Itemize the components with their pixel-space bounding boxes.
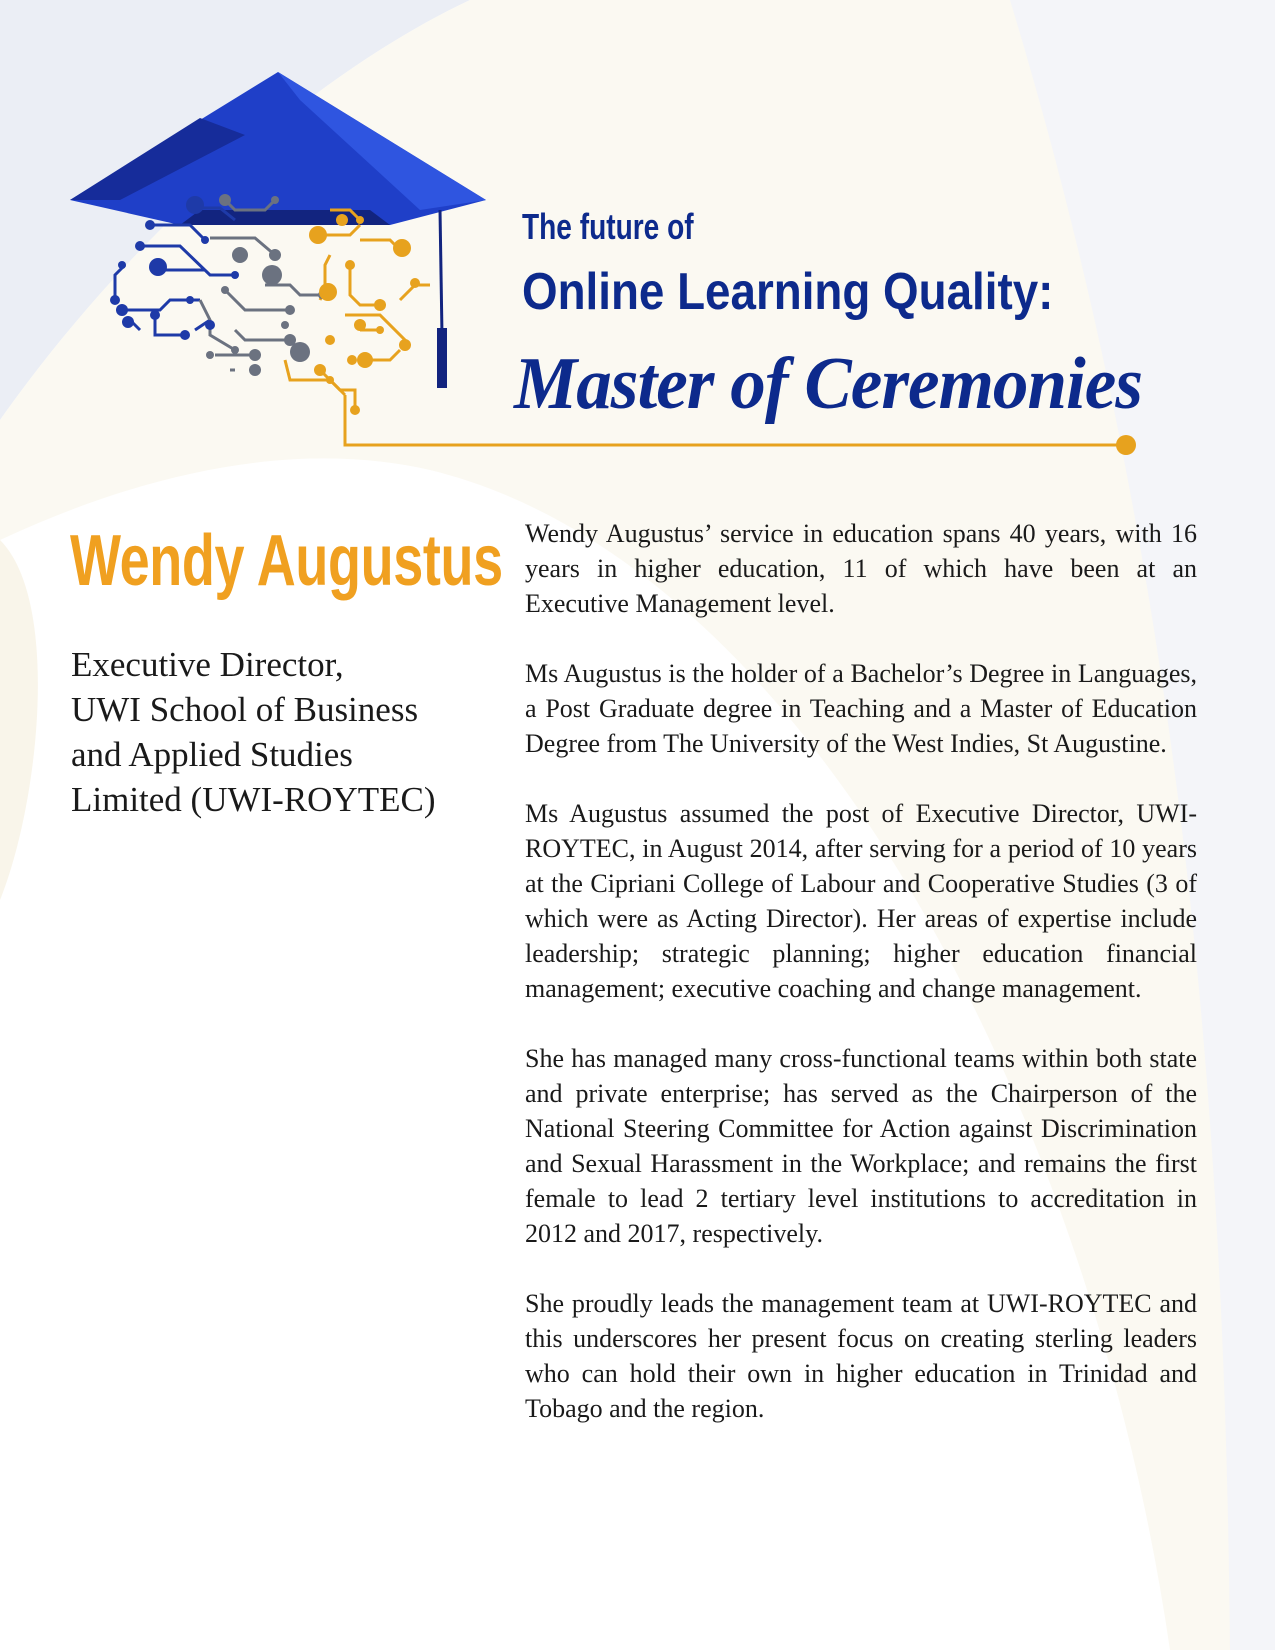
header-script-title: Master of Ceremonies xyxy=(514,343,1143,425)
biography xyxy=(525,516,1197,1461)
profile-name: Wendy Augustus xyxy=(70,521,503,601)
role-line: and Applied Studies xyxy=(71,735,353,774)
role-line: Limited (UWI-ROYTEC) xyxy=(71,780,436,819)
bio-paragraph: She has managed many cross-functional teams within both state and private enterprise; has served as the Chairperson of the National Steering Committee for Action against Discrimination and Sexual Harassment in the Workplace; and remains the first female to lead 2 tertiary level institutions to accreditation in 2012 and 2017, respectively. xyxy=(525,1044,1197,1248)
role-line: UWI School of Business xyxy=(71,690,419,729)
profile-role xyxy=(71,642,511,822)
header-subtitle: The future of xyxy=(522,206,694,247)
bio-paragraph: Ms Augustus assumed the post of Executive Director, UWI-ROYTEC, in August 2014, after serving for a period of 10 years at the Cipriani College of Labour and Cooperative Studies (3 of which were as Acting Director). Her areas of expertise include leadership; strategic planning; higher education financial management; executive coaching and change management. xyxy=(525,799,1197,1003)
bio-paragraph: She proudly leads the management team at UWI-ROYTEC and this underscores her present focus on creating sterling leaders who can hold their own in higher education in Trinidad and Tobago and the region. xyxy=(525,1289,1197,1423)
header-title: Online Learning Quality: xyxy=(522,263,1054,321)
bio-paragraph: Wendy Augustus’ service in education spans 40 years, with 16 years in higher education, 11 of which have been at an Executive Management level. xyxy=(525,519,1197,618)
role-line: Executive Director, xyxy=(71,645,344,684)
bio-paragraph: Ms Augustus is the holder of a Bachelor’s Degree in Languages, a Post Graduate degree in Teaching and a Master of Education Degree from The University of the West Indies, St Augustine. xyxy=(525,659,1197,758)
